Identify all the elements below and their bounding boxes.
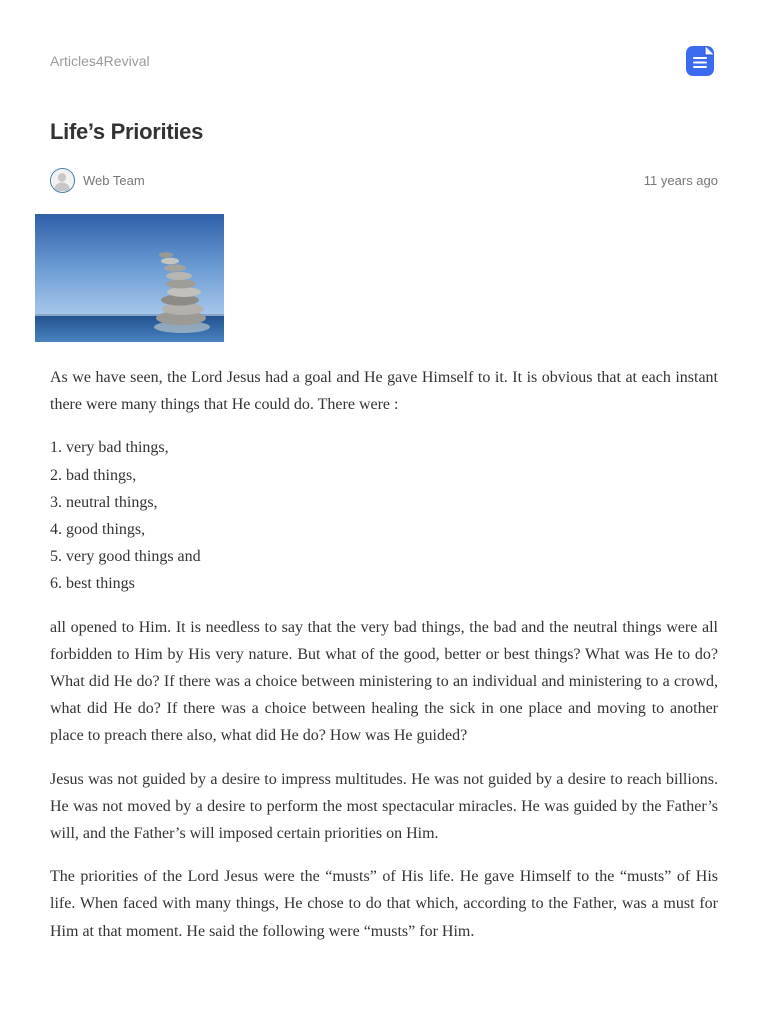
article-paragraph: Jesus was not guided by a desire to impress multitudes. He was not guided by a desire to reach billions. He was not moved by a desire to perform the most spectacular miracles. He was guided by the Father’s will, and the Father’s will imposed certain priorities on Him.	[50, 770, 718, 843]
list-item: 3. neutral things,	[50, 493, 158, 511]
article-title: Life’s Priorities	[50, 119, 204, 144]
things-list	[50, 434, 718, 597]
table-of-contents-button[interactable]	[686, 46, 714, 76]
hero-image-stacked-stones	[35, 214, 224, 342]
article-paragraph: The priorities of the Lord Jesus were the “musts” of His life. He gave Himself to the “musts” of His life. When faced with many things, He chose to do that which, according to the Father, was a must for Him at that moment. He said the following were “musts” for Him.	[50, 868, 718, 940]
site-header	[50, 46, 718, 78]
author-link[interactable]: Web Team	[83, 173, 145, 188]
article-paragraph: all opened to Him. It is needless to say that the very bad things, the bad and the neutral things were all forbidden to Him by His very nature. But what of the good, better or best things? What was He to do? What did He do? If there was a choice between ministering to an individual and ministering to a crowd, what did He do? If there was a choice between healing the sick in one place and moving to another place to preach there also, what did He do? How was He guided?	[50, 618, 718, 745]
list-item: 6. best things	[50, 575, 135, 593]
list-item: 4. good things,	[50, 521, 146, 539]
document-lines-icon	[686, 46, 714, 76]
article-body	[50, 364, 718, 961]
article-paragraph: As we have seen, the Lord Jesus had a goal and He gave Himself to it. It is obvious that at each instant there were many things that He could do. There were :	[50, 369, 718, 414]
article-meta	[50, 168, 718, 194]
user-avatar-icon[interactable]	[50, 168, 75, 193]
site-name-link[interactable]: Articles4Revival	[50, 53, 150, 69]
publish-date: 11 years ago	[643, 173, 718, 188]
list-item: 5. very good things and	[50, 548, 201, 566]
list-item: 1. very bad things,	[50, 439, 169, 457]
list-item: 2. bad things,	[50, 466, 137, 484]
